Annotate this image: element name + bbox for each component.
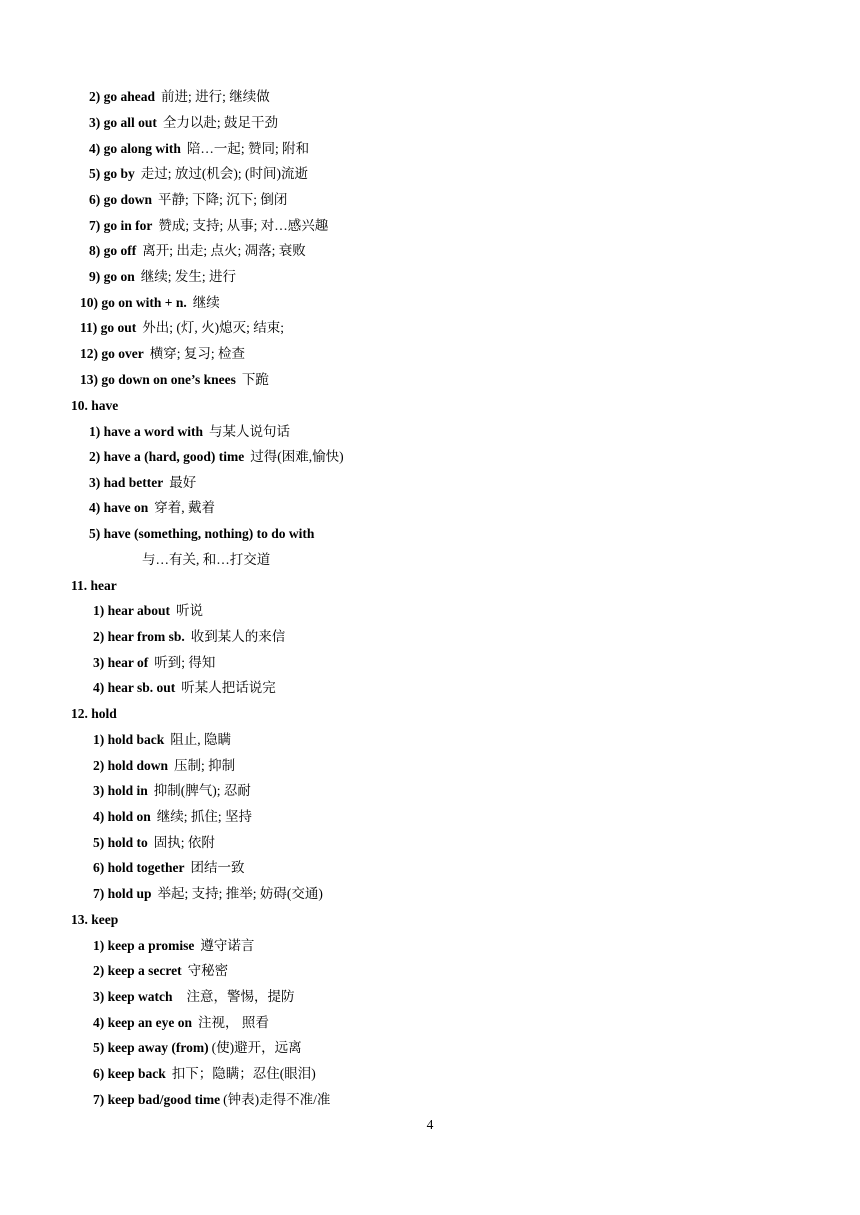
entry-hold-7 — [93, 885, 323, 903]
definition: 前进; 进行; 继续做 — [161, 89, 270, 104]
term: 3) hold in — [93, 783, 148, 798]
entry-keep-4 — [93, 1014, 269, 1032]
section-heading-keep — [71, 911, 118, 929]
definition: 遵守诺言 — [200, 938, 255, 953]
definition: 扣下；隐瞒；忍住(眼泪) — [171, 1066, 316, 1081]
term: 12) go over — [80, 346, 144, 361]
section-heading-hear — [71, 577, 117, 595]
definition: 守秘密 — [187, 963, 229, 978]
term: 2) go ahead — [89, 89, 156, 104]
entry-hold-2 — [93, 757, 235, 775]
definition: 注视， 照看 — [198, 1015, 269, 1030]
term: 1) have a word with — [89, 424, 203, 439]
term: 3) keep watch — [93, 989, 173, 1004]
definition: (钟表)走得不准/准 — [223, 1092, 331, 1107]
definition: 穿着, 戴着 — [154, 500, 216, 515]
definition: 继续 — [192, 295, 220, 310]
definition: 离开; 出走; 点火; 凋落; 衰败 — [142, 243, 306, 258]
entry-go-6 — [89, 191, 287, 209]
definition: 举起; 支持; 推举; 妨碍(交通) — [157, 886, 323, 901]
term: 2) have a (hard, good) time — [89, 449, 245, 464]
definition: 赞成; 支持; 从事; 对…感兴趣 — [158, 218, 329, 233]
entry-go-9 — [89, 268, 236, 286]
entry-hear-2 — [93, 628, 285, 646]
definition: 团结一致 — [190, 860, 245, 875]
term: 4) have on — [89, 500, 149, 515]
entry-go-13 — [80, 371, 269, 389]
definition: 听说 — [176, 603, 204, 618]
term: 4) keep an eye on — [93, 1015, 192, 1030]
definition: 外出; (灯, 火)熄灭; 结束; — [142, 320, 285, 335]
entry-keep-2 — [93, 962, 228, 980]
definition: 平静; 下降; 沉下; 倒闭 — [158, 192, 288, 207]
term: 2) hold down — [93, 758, 169, 773]
term: 6) go down — [89, 192, 153, 207]
definition: 听某人把话说完 — [181, 680, 276, 695]
definition: 与某人说句话 — [209, 424, 290, 439]
definition: 走过; 放过(机会); (时间)流逝 — [140, 166, 308, 181]
definition: 最好 — [169, 475, 197, 490]
entry-go-7 — [89, 217, 328, 235]
entry-hold-1 — [93, 731, 231, 749]
entry-have-5 — [89, 525, 314, 543]
definition: 陪…一起; 赞同; 附和 — [186, 141, 310, 156]
term: 5) hold to — [93, 835, 148, 850]
entry-go-3 — [89, 114, 278, 132]
term: 6) hold together — [93, 860, 185, 875]
term: 1) hold back — [93, 732, 165, 747]
term: 7) hold up — [93, 886, 152, 901]
entry-go-5 — [89, 165, 308, 183]
entry-go-2 — [89, 88, 270, 106]
term: 1) keep a promise — [93, 938, 195, 953]
entry-have-3 — [89, 474, 196, 492]
term: 5) have (something, nothing) to do with — [89, 526, 315, 541]
entry-go-4 — [89, 140, 309, 158]
entry-hear-1 — [93, 602, 203, 620]
entry-go-11 — [80, 319, 284, 337]
entry-have-5-definition — [142, 551, 270, 569]
term: 3) hear of — [93, 655, 149, 670]
entry-keep-1 — [93, 937, 254, 955]
entry-hear-3 — [93, 654, 215, 672]
term: 5) go by — [89, 166, 135, 181]
term: 2) keep a secret — [93, 963, 182, 978]
definition: 阻止, 隐瞒 — [170, 732, 232, 747]
definition: (使)避开，远离 — [211, 1040, 302, 1055]
term: 4) hold on — [93, 809, 151, 824]
term: 7) keep bad/good time — [93, 1092, 221, 1107]
term: 13) go down on one’s knees — [80, 372, 236, 387]
entry-hold-5 — [93, 834, 215, 852]
term: 9) go on — [89, 269, 135, 284]
definition: 横穿; 复习; 检查 — [149, 346, 245, 361]
entry-go-10 — [80, 294, 220, 312]
entry-keep-7 — [93, 1091, 330, 1109]
section-heading-have — [71, 397, 118, 415]
definition: 听到; 得知 — [154, 655, 216, 670]
term: 3) had better — [89, 475, 164, 490]
definition: 下跪 — [241, 372, 269, 387]
entry-have-1 — [89, 423, 290, 441]
definition: 压制; 抑制 — [174, 758, 236, 773]
entry-go-8 — [89, 242, 306, 260]
entry-keep-6 — [93, 1065, 316, 1083]
definition: 继续; 抓住; 坚持 — [156, 809, 253, 824]
term: 8) go off — [89, 243, 137, 258]
definition: 收到某人的来信 — [190, 629, 286, 644]
definition: 固执; 依附 — [153, 835, 215, 850]
heading: 10. have — [71, 398, 119, 413]
section-heading-hold — [71, 705, 117, 723]
term: 6) keep back — [93, 1066, 166, 1081]
term: 1) hear about — [93, 603, 171, 618]
term: 10) go on with + n. — [80, 295, 187, 310]
entry-hold-6 — [93, 859, 245, 877]
term: 4) hear sb. out — [93, 680, 176, 695]
entry-keep-5 — [93, 1039, 302, 1057]
definition: 继续; 发生; 进行 — [140, 269, 237, 284]
heading: 13. keep — [71, 912, 119, 927]
entry-hold-3 — [93, 782, 251, 800]
term: 3) go all out — [89, 115, 157, 130]
definition: 全力以赴; 鼓足干劲 — [162, 115, 279, 130]
term: 4) go along with — [89, 141, 181, 156]
definition: 注意，警惕，提防 — [186, 989, 295, 1004]
entry-go-12 — [80, 345, 245, 363]
heading: 11. hear — [71, 578, 117, 593]
entry-have-4 — [89, 499, 215, 517]
page-number: 4 — [426, 1117, 434, 1132]
entry-hear-4 — [93, 679, 276, 697]
definition: 过得(困难,愉快) — [250, 449, 344, 464]
definition: 抑制(脾气); 忍耐 — [153, 783, 251, 798]
term: 11) go out — [80, 320, 137, 335]
term: 7) go in for — [89, 218, 153, 233]
definition: 与…有关, 和…打交道 — [142, 552, 271, 567]
entry-hold-4 — [93, 808, 252, 826]
entry-have-2 — [89, 448, 344, 466]
entry-keep-3 — [93, 988, 295, 1006]
term: 2) hear from sb. — [93, 629, 185, 644]
term: 5) keep away (from) — [93, 1040, 209, 1055]
heading: 12. hold — [71, 706, 117, 721]
